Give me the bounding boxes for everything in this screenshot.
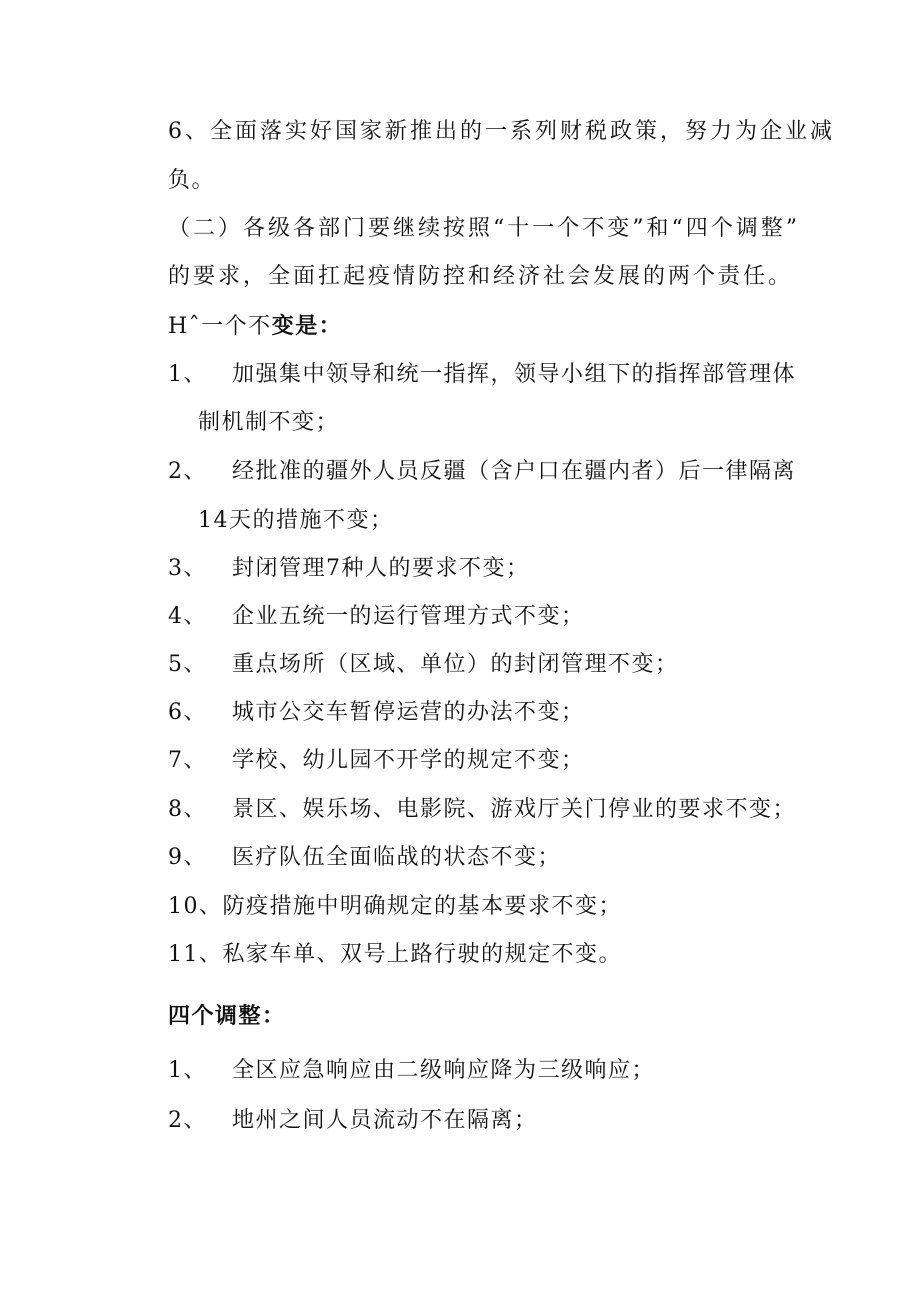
list-item-text: 城市公交车暂停运营的办法不变；: [232, 700, 585, 725]
eleven-heading: [168, 311, 342, 342]
list-item: [168, 940, 622, 970]
list-item: [168, 554, 530, 584]
list-item-number: 2、: [168, 459, 207, 484]
list-item-text: 私家车单、双号上路行驶的规定不变。: [222, 942, 623, 967]
eleven-heading-prefix: Hˆ一个不: [168, 314, 272, 339]
list-item-text: 企业五统一的运行管理方式不变；: [232, 604, 585, 629]
list-item-text: 经批准的疆外人员反疆（含户口在疆内者）后一律隔离: [232, 459, 797, 484]
list-item: [168, 698, 585, 728]
list-item-text: 加强集中领导和统一指挥，领导小组下的指挥部管理体: [232, 362, 797, 387]
list-item-number: 11、: [168, 942, 223, 967]
list-item-number: 10、: [168, 894, 223, 919]
list-item-number: 1、: [168, 1058, 207, 1083]
section-2-line-2: 的要求，全面扛起疫情防控和经济社会发展的两个责任。: [168, 264, 794, 289]
list-item-text: 封闭管理7种人的要求不变；: [232, 556, 530, 581]
list-item-number: 1、: [168, 362, 207, 387]
list-item: [168, 1106, 538, 1136]
list-item: [168, 795, 796, 825]
list-item-text: 景区、娱乐场、电影院、游戏厅关门停业的要求不变；: [232, 797, 797, 822]
list-item: [168, 457, 796, 487]
list-item-number: 6、: [168, 700, 207, 725]
section-2-line-1: （二）各级各部门要继续按照“十一个不变”和“四个调整”: [168, 216, 800, 241]
list-item-continuation: 14天的措施不变；: [198, 508, 394, 533]
list-item: [168, 843, 561, 873]
list-item-text: 学校、幼儿园不开学的规定不变；: [232, 748, 585, 773]
list-item-number: 9、: [168, 845, 207, 870]
list-item-number: 7、: [168, 748, 207, 773]
list-item-number: 4、: [168, 604, 207, 629]
list-item: [168, 360, 796, 390]
paragraph-6-line-2: 负。: [168, 168, 216, 193]
list-item-number: 3、: [168, 556, 207, 581]
list-item: [168, 892, 622, 922]
list-item-text: 防疫措施中明确规定的基本要求不变；: [222, 894, 623, 919]
eleven-heading-bold: 变是：: [271, 313, 343, 339]
list-item: [168, 650, 679, 680]
list-item-continuation: 制机制不变；: [198, 410, 340, 435]
list-item: [168, 602, 585, 632]
list-item-text: 地州之间人员流动不在隔离；: [232, 1108, 538, 1133]
list-item-text: 医疗队伍全面临战的状态不变；: [232, 845, 562, 870]
list-item-number: 2、: [168, 1108, 207, 1133]
list-item-number: 5、: [168, 652, 207, 677]
list-item: [168, 746, 585, 776]
paragraph-6-line-1: 6、全面落实好国家新推出的一系列财税政策，努力为企业减: [168, 119, 835, 144]
list-item-text: 重点场所（区域、单位）的封闭管理不变；: [232, 652, 679, 677]
list-item: [168, 1056, 655, 1086]
list-item-number: 8、: [168, 797, 207, 822]
list-item-text: 全区应急响应由二级响应降为三级响应；: [232, 1058, 656, 1083]
four-heading: 四个调整：: [168, 1003, 286, 1029]
